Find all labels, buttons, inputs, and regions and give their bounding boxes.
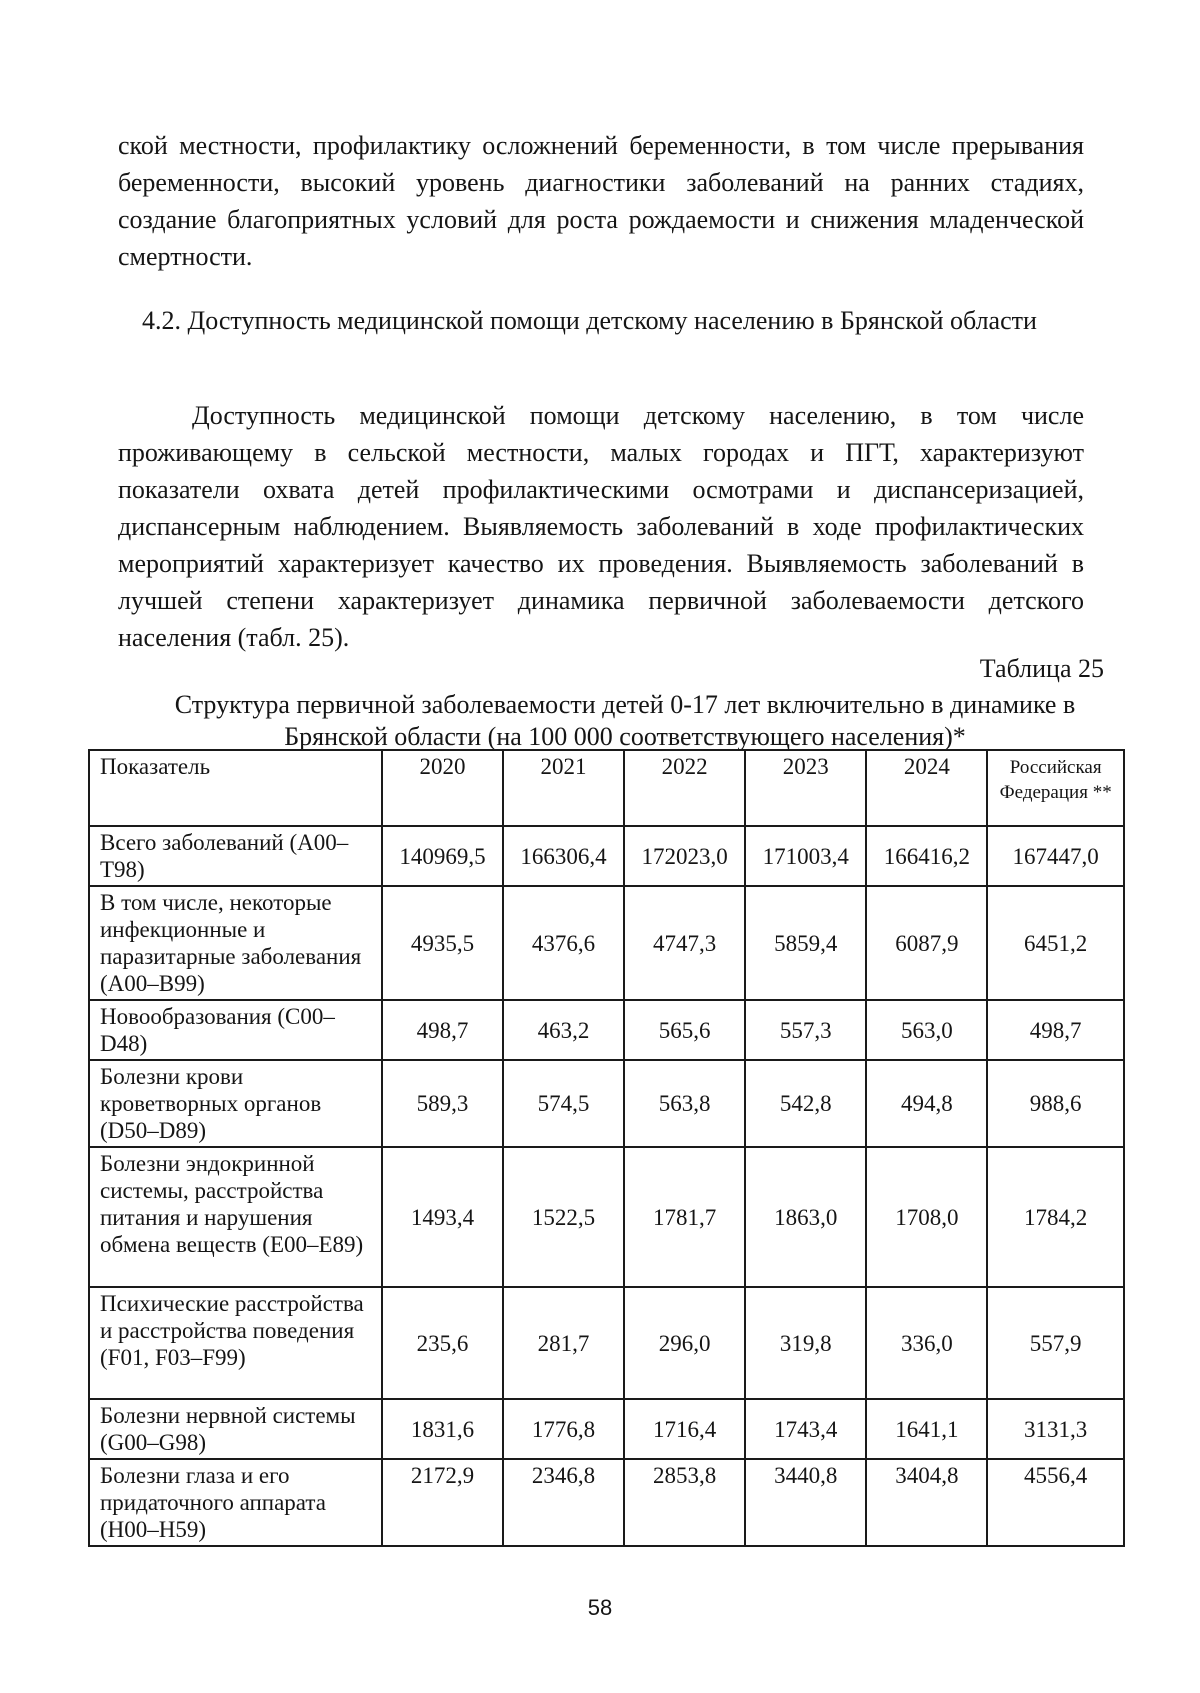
row-label: Психические расстройства и расстройства поведения (F01, F03–F99) xyxy=(89,1287,382,1399)
value-cell: 2172,9 xyxy=(382,1459,503,1546)
body-paragraph: Доступность медицинской помощи детскому населению, в том числе проживающему в сельской местности, малых городах и ПГТ, характеризуют показатели охвата детей профилактическими осмотрами и диспансеризацией, диспансерным наблюдением. Выявляемость заболеваний в ходе профилактических мероприятий характеризует качество их проведения. Выявляемость заболеваний в лучшей степени характеризует динамика первичной заболеваемости детского населения (табл. 25). xyxy=(118,401,1084,652)
row-label: В том числе, некоторые инфекционные и паразитарные заболевания (A00–B99) xyxy=(89,886,382,1000)
table-row xyxy=(89,1459,1124,1546)
table-row xyxy=(89,1399,1124,1459)
value-cell: 5859,4 xyxy=(745,886,866,1000)
header-cell-russian-federation: Российская Федерация ** xyxy=(987,750,1124,826)
header-cell-indicator: Показатель xyxy=(89,750,382,826)
value-cell: 166416,2 xyxy=(866,826,987,886)
table-caption: Структура первичной заболеваемости детей 0-17 лет включительно в динамике в Брянской области (на 100 000 соответствующего населения)* xyxy=(174,690,1076,751)
row-label: Всего заболеваний (A00–T98) xyxy=(89,826,382,886)
value-cell: 498,7 xyxy=(382,1000,503,1060)
value-cell: 3131,3 xyxy=(987,1399,1124,1459)
table-row xyxy=(89,1000,1124,1060)
header-cell-2020: 2020 xyxy=(382,750,503,826)
value-cell: 336,0 xyxy=(866,1287,987,1399)
value-cell: 1776,8 xyxy=(503,1399,624,1459)
value-cell: 171003,4 xyxy=(745,826,866,886)
value-cell: 4747,3 xyxy=(624,886,745,1000)
value-cell: 1493,4 xyxy=(382,1147,503,1287)
value-cell: 172023,0 xyxy=(624,826,745,886)
value-cell: 565,6 xyxy=(624,1000,745,1060)
intro-paragraph: ской местности, профилактику осложнений беременности, в том числе прерывания беременности, высокий уровень диагностики заболеваний на ранних стадиях, создание благоприятных условий для роста рождаемости и снижения младенческой смертности. xyxy=(118,131,1084,271)
value-cell: 281,7 xyxy=(503,1287,624,1399)
value-cell: 1716,4 xyxy=(624,1399,745,1459)
table-row xyxy=(89,826,1124,886)
value-cell: 235,6 xyxy=(382,1287,503,1399)
value-cell: 6087,9 xyxy=(866,886,987,1000)
value-cell: 140969,5 xyxy=(382,826,503,886)
value-cell: 498,7 xyxy=(987,1000,1124,1060)
value-cell: 6451,2 xyxy=(987,886,1124,1000)
value-cell: 1781,7 xyxy=(624,1147,745,1287)
row-label: Болезни крови кроветворных органов (D50–D89) xyxy=(89,1060,382,1147)
value-cell: 1522,5 xyxy=(503,1147,624,1287)
value-cell: 557,3 xyxy=(745,1000,866,1060)
page-number: 58 xyxy=(587,1595,613,1620)
row-label: Новообразования (C00–D48) xyxy=(89,1000,382,1060)
value-cell: 3404,8 xyxy=(866,1459,987,1546)
value-cell: 1863,0 xyxy=(745,1147,866,1287)
value-cell: 1831,6 xyxy=(382,1399,503,1459)
row-label: Болезни эндокринной системы, расстройства питания и нарушения обмена веществ (E00–E89) xyxy=(89,1147,382,1287)
value-cell: 1641,1 xyxy=(866,1399,987,1459)
value-cell: 3440,8 xyxy=(745,1459,866,1546)
value-cell: 563,0 xyxy=(866,1000,987,1060)
row-label: Болезни глаза и его придаточного аппарата (H00–H59) xyxy=(89,1459,382,1546)
value-cell: 1708,0 xyxy=(866,1147,987,1287)
value-cell: 557,9 xyxy=(987,1287,1124,1399)
value-cell: 574,5 xyxy=(503,1060,624,1147)
table-label: Таблица 25 xyxy=(979,654,1104,683)
value-cell: 4935,5 xyxy=(382,886,503,1000)
value-cell: 542,8 xyxy=(745,1060,866,1147)
value-cell: 4376,6 xyxy=(503,886,624,1000)
table-row xyxy=(89,1060,1124,1147)
table-row xyxy=(89,886,1124,1000)
value-cell: 296,0 xyxy=(624,1287,745,1399)
header-cell-2021: 2021 xyxy=(503,750,624,826)
value-cell: 4556,4 xyxy=(987,1459,1124,1546)
table-row xyxy=(89,1287,1124,1399)
value-cell: 494,8 xyxy=(866,1060,987,1147)
header-cell-2022: 2022 xyxy=(624,750,745,826)
value-cell: 1784,2 xyxy=(987,1147,1124,1287)
value-cell: 563,8 xyxy=(624,1060,745,1147)
value-cell: 167447,0 xyxy=(987,826,1124,886)
row-label: Болезни нервной системы (G00–G98) xyxy=(89,1399,382,1459)
table-row xyxy=(89,1147,1124,1287)
value-cell: 1743,4 xyxy=(745,1399,866,1459)
value-cell: 988,6 xyxy=(987,1060,1124,1147)
value-cell: 166306,4 xyxy=(503,826,624,886)
header-cell-2023: 2023 xyxy=(745,750,866,826)
value-cell: 589,3 xyxy=(382,1060,503,1147)
value-cell: 2346,8 xyxy=(503,1459,624,1546)
value-cell: 319,8 xyxy=(745,1287,866,1399)
value-cell: 2853,8 xyxy=(624,1459,745,1546)
morbidity-table xyxy=(88,749,1125,1547)
value-cell: 463,2 xyxy=(503,1000,624,1060)
table-header-row xyxy=(89,750,1124,826)
section-heading: 4.2. Доступность медицинской помощи детскому населению в Брянской области xyxy=(142,306,1037,335)
header-cell-2024: 2024 xyxy=(866,750,987,826)
